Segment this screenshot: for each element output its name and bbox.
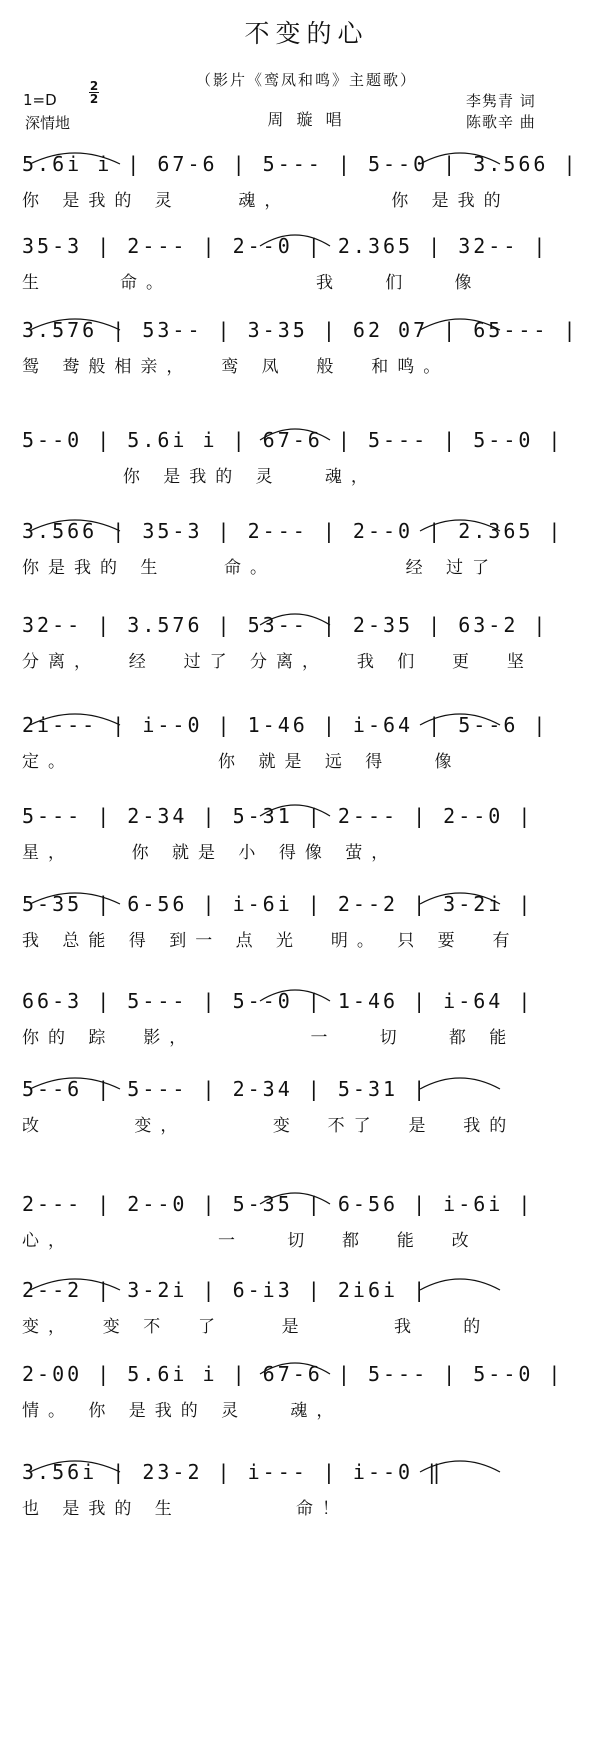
notation-line: 2-00 | 5.6i i | 67-6 | 5--- | 5--0 | <box>22 1362 564 1386</box>
notation-line: 2i--- | i--0 | 1-46 | i-64 | 5--6 | <box>22 713 549 737</box>
score-system <box>0 880 613 960</box>
score-system <box>0 306 613 386</box>
meter-bottom: 2 <box>89 92 99 106</box>
notation-line: 2--2 | 3-2i | 6-i3 | 2i6i | <box>22 1278 429 1302</box>
lyrics-line: 定。 你 就是 远 得 像 <box>22 752 461 772</box>
score-system <box>0 1448 613 1528</box>
notation-line: 3.566 | 35-3 | 2--- | 2--0 | 2.365 | <box>22 519 564 543</box>
score-system <box>0 977 613 1057</box>
score-system <box>0 1180 613 1260</box>
notation-line: 5-35 | 6-56 | i-6i | 2--2 | 3-2i | <box>22 892 534 916</box>
notation-line: 66-3 | 5--- | 5--0 | 1-46 | i-64 | <box>22 989 534 1013</box>
score-system <box>0 416 613 496</box>
lyrics-line: 星， 你 就是 小 得像 萤， <box>22 843 398 863</box>
key-signature: 1=D <box>23 91 57 109</box>
notation-line: 3.56i | 23-2 | i--- | i--0 ‖ <box>22 1460 444 1484</box>
notation-line: 32-- | 3.576 | 53-- | 2-35 | 63-2 | <box>22 613 549 637</box>
lyrics-line: 你的 踪 影， 一 切 都 能 <box>22 1028 516 1048</box>
lyricist-credit: 李隽青 词 <box>466 92 536 110</box>
score-system <box>0 222 613 302</box>
notation-line: 5.6i i | 67-6 | 5--- | 5--0 | 3.566 | <box>22 152 579 176</box>
singer-credit: 周 璇 唱 <box>267 110 346 129</box>
lyrics-line: 也 是我的 生 命！ <box>22 1499 349 1519</box>
score-system <box>0 701 613 781</box>
tempo-mood: 深情地 <box>25 114 71 132</box>
notation-line: 3.576 | 53-- | 3-35 | 62 07 | 65--- | <box>22 318 579 342</box>
lyrics-line: 鸳 鸯般相亲， 鸾 凤 般 和鸣。 <box>22 357 450 377</box>
lyrics-line: 情。 你 是我的 灵 魂， <box>22 1401 343 1421</box>
song-title: 不变的心 <box>244 19 369 48</box>
time-signature <box>89 81 99 104</box>
score-system <box>0 1266 613 1346</box>
score-system <box>0 507 613 587</box>
notation-line: 5--- | 2-34 | 5-31 | 2--- | 2--0 | <box>22 804 534 828</box>
score-system <box>0 1350 613 1430</box>
lyrics-line: 生 命。 我 们 像 <box>22 273 481 293</box>
lyrics-line: 变， 变 不 了 是 我 的 <box>22 1317 490 1337</box>
notation-line: 2--- | 2--0 | 5-35 | 6-56 | i-6i | <box>22 1192 534 1216</box>
notation-line: 5--0 | 5.6i i | 67-6 | 5--- | 5--0 | <box>22 428 564 452</box>
lyrics-line: 分离， 经 过了 分离， 我 们 更 坚 <box>22 652 533 672</box>
notation-line: 5--6 | 5--- | 2-34 | 5-31 | <box>22 1077 429 1101</box>
composer-credit: 陈歌辛 曲 <box>466 113 536 131</box>
lyrics-line: 心， 一 切 都 能 改 <box>22 1231 478 1251</box>
meter-top: 2 <box>89 79 99 93</box>
notation-line: 35-3 | 2--- | 2--0 | 2.365 | 32-- | <box>22 234 549 258</box>
lyrics-line: 我 总能 得 到一 点 光 明。 只 要 有 <box>22 931 519 951</box>
lyrics-line: 你 是我的 灵 魂， 你 是我的 <box>22 191 510 211</box>
lyrics-line: 改 变， 变 不了 是 我的 <box>22 1116 516 1136</box>
score-system <box>0 792 613 872</box>
score-system <box>0 140 613 220</box>
lyrics-line: 你 是我的 灵 魂， <box>22 467 377 487</box>
song-subtitle: （影片《鸾凤和鸣》主题歌） <box>195 71 417 89</box>
lyrics-line: 你是我的 生 命。 经 过了 <box>22 558 499 578</box>
score-system <box>0 1065 613 1145</box>
score-system <box>0 601 613 681</box>
